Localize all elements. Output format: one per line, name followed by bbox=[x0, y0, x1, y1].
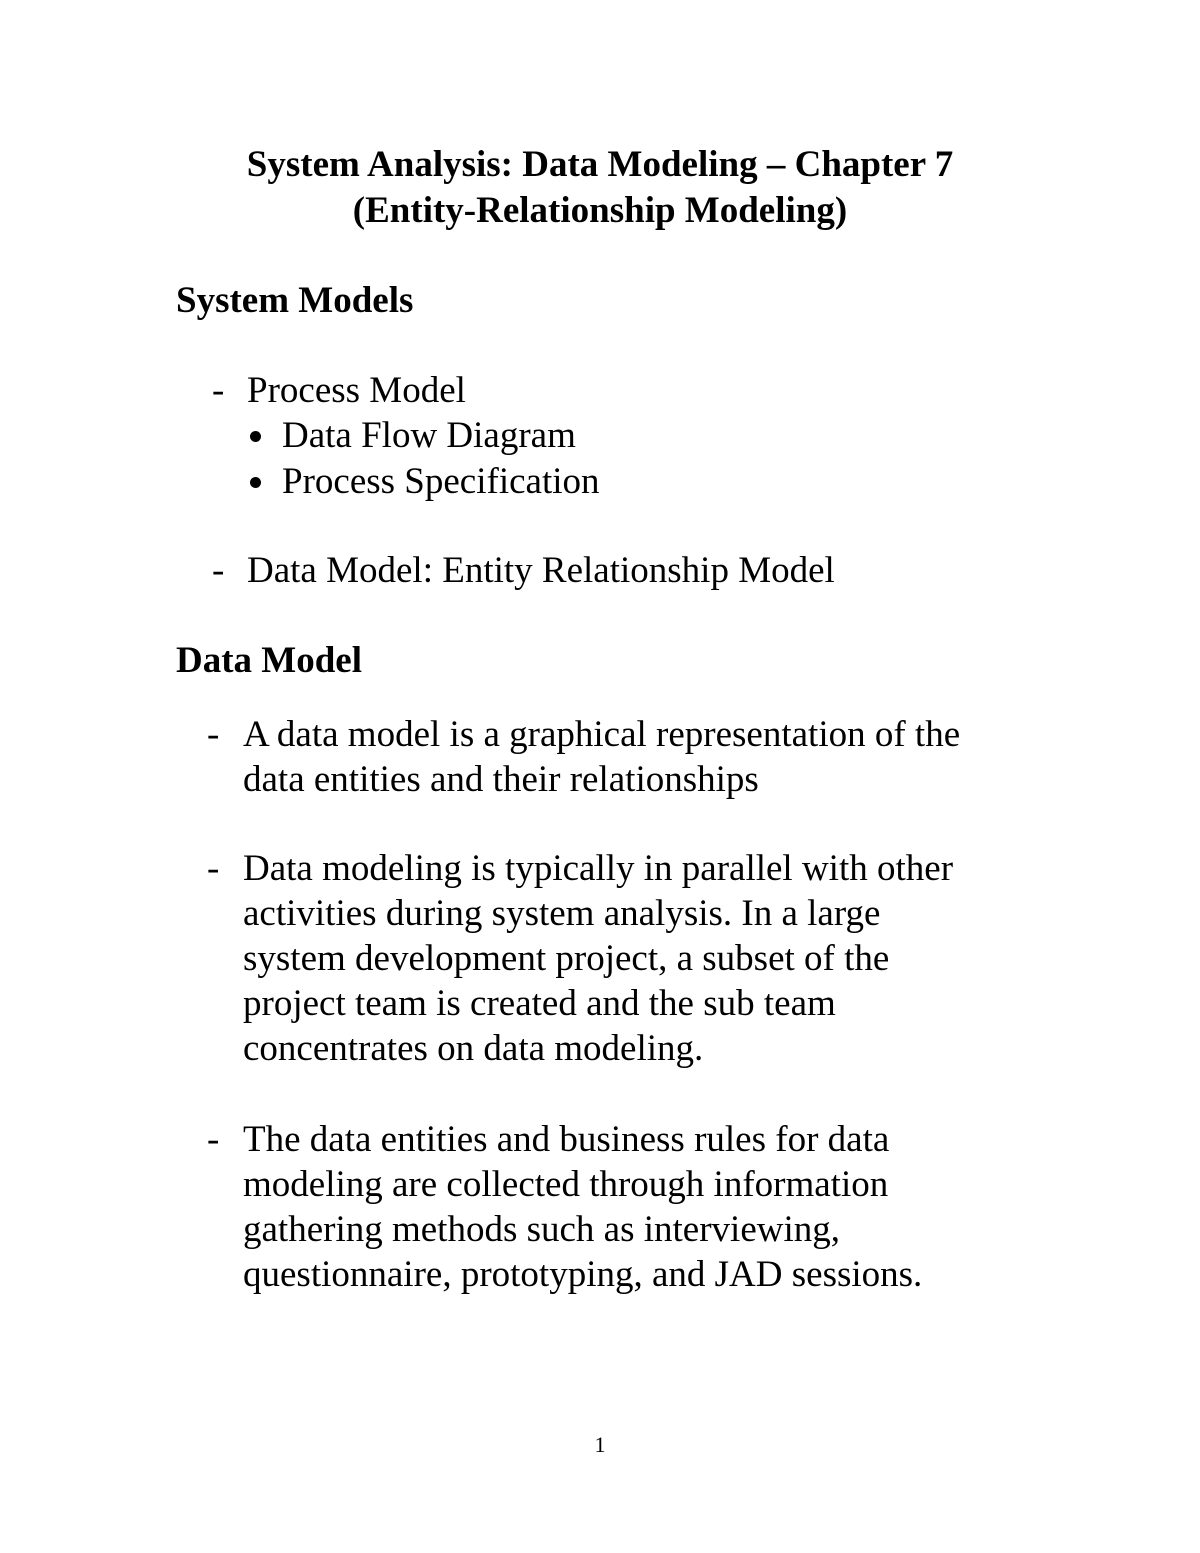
bullet-label: Data Flow Diagram bbox=[282, 415, 576, 456]
paragraph-line: modeling are collected through information bbox=[243, 1164, 889, 1205]
document-title-line-2: (Entity-Relationship Modeling) bbox=[352, 190, 848, 231]
paragraph-text bbox=[243, 846, 1023, 1071]
list-item-label: Process Model bbox=[247, 370, 466, 411]
document-title-line-1: System Analysis: Data Modeling – Chapter 7 bbox=[246, 144, 954, 185]
paragraph-line: data entities and their relationships bbox=[243, 759, 759, 800]
dash-marker: - bbox=[212, 550, 225, 591]
paragraph-line: gathering methods such as interviewing, bbox=[243, 1209, 841, 1250]
paragraph-line: concentrates on data modeling. bbox=[243, 1028, 704, 1069]
paragraph-line: Data modeling is typically in parallel with other bbox=[243, 848, 954, 889]
list-item-label: Data Model: Entity Relationship Model bbox=[247, 550, 835, 591]
page-number: 1 bbox=[594, 1432, 606, 1457]
section-heading-system-models: System Models bbox=[176, 280, 414, 321]
paragraph-line: The data entities and business rules for data bbox=[243, 1119, 890, 1160]
bullet-icon bbox=[250, 477, 261, 488]
section-heading-data-model: Data Model bbox=[176, 640, 362, 681]
dash-marker: - bbox=[207, 714, 220, 755]
paragraph-line: A data model is a graphical representation of the bbox=[243, 714, 961, 755]
paragraph-line: project team is created and the sub team bbox=[243, 983, 836, 1024]
paragraph-line: activities during system analysis. In a large bbox=[243, 893, 881, 934]
bullet-icon bbox=[250, 431, 261, 442]
paragraph-text bbox=[243, 712, 1023, 802]
bullet-label: Process Specification bbox=[282, 461, 600, 502]
dash-marker: - bbox=[207, 1119, 220, 1160]
dash-marker: - bbox=[212, 370, 225, 411]
paragraph-line: questionnaire, prototyping, and JAD sessions. bbox=[243, 1254, 923, 1295]
dash-marker: - bbox=[207, 848, 220, 889]
paragraph-text bbox=[243, 1117, 1023, 1297]
paragraph-line: system development project, a subset of the bbox=[243, 938, 890, 979]
